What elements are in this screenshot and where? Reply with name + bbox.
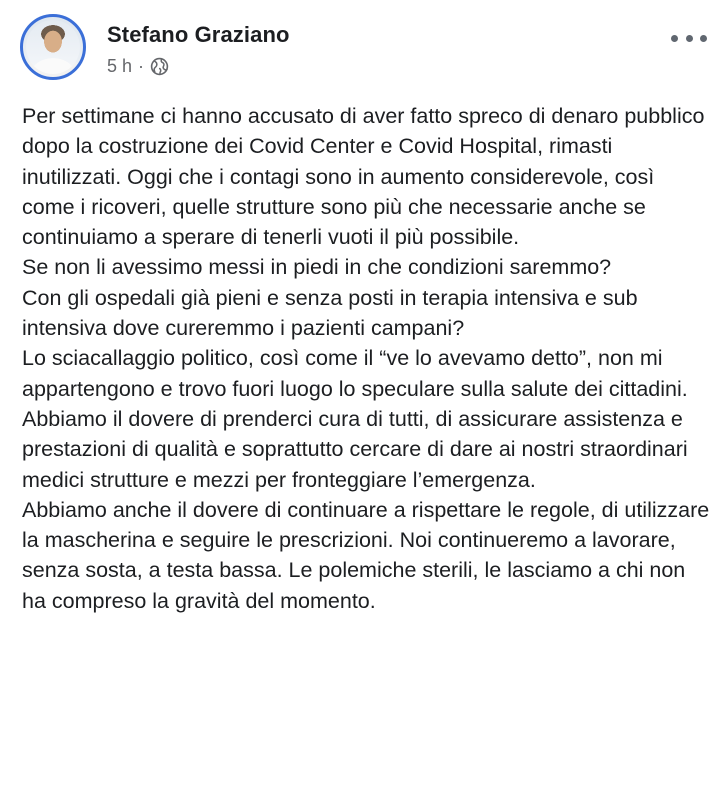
post-text	[22, 101, 712, 616]
profile-photo	[26, 20, 80, 74]
post-paragraph: Abbiamo il dovere di prenderci cura di tutti, di assicurare assistenza e prestazioni di qualità e soprattutto cercare di dare ai nostri straordinari medici strutture e mezzi per fronteggiare l’emergenza.	[22, 406, 688, 492]
post-paragraph: Lo sciacallaggio politico, così come il “ve lo avevamo detto”, non mi appartengono e trovo fuori luogo lo speculare sulla salute dei cittadini.	[22, 346, 688, 401]
post-paragraph: Se non li avessimo messi in piedi in che condizioni saremmo?	[22, 255, 612, 280]
post-paragraph: Per settimane ci hanno accusato di aver fatto spreco di denaro pubblico dopo la costruzione dei Covid Center e Covid Hospital, rimasti inutilizzati. Oggi che i contagi sono in aumento considerevole, così come i ricoveri, quelle strutture sono più che necessarie anche se continuiamo a sperare di tenerli vuoti il più possibile.	[22, 104, 705, 250]
post-meta	[107, 56, 169, 77]
meta-separator: ·	[138, 56, 145, 76]
more-options-button[interactable]	[671, 28, 707, 48]
more-options-icon	[686, 35, 693, 42]
avatar[interactable]	[20, 14, 86, 80]
author-name[interactable]: Stefano Graziano	[107, 22, 290, 47]
post-header	[0, 0, 727, 96]
post-timestamp[interactable]: 5 h	[107, 56, 133, 76]
globe-icon[interactable]	[150, 57, 169, 76]
more-options-icon	[700, 35, 707, 42]
post-paragraph: Con gli ospedali già pieni e senza posti in terapia intensiva e sub intensiva dove cureremmo i pazienti campani?	[22, 285, 638, 341]
more-options-icon	[671, 35, 678, 42]
post-paragraph: Abbiamo anche il dovere di continuare a rispettare le regole, di utilizzare la mascherina e seguire le prescrizioni. Noi continueremo a lavorare, senza sosta, a testa bassa. Le polemiche sterili, le lasciamo a chi non ha compreso la gravità del momento.	[22, 497, 710, 613]
